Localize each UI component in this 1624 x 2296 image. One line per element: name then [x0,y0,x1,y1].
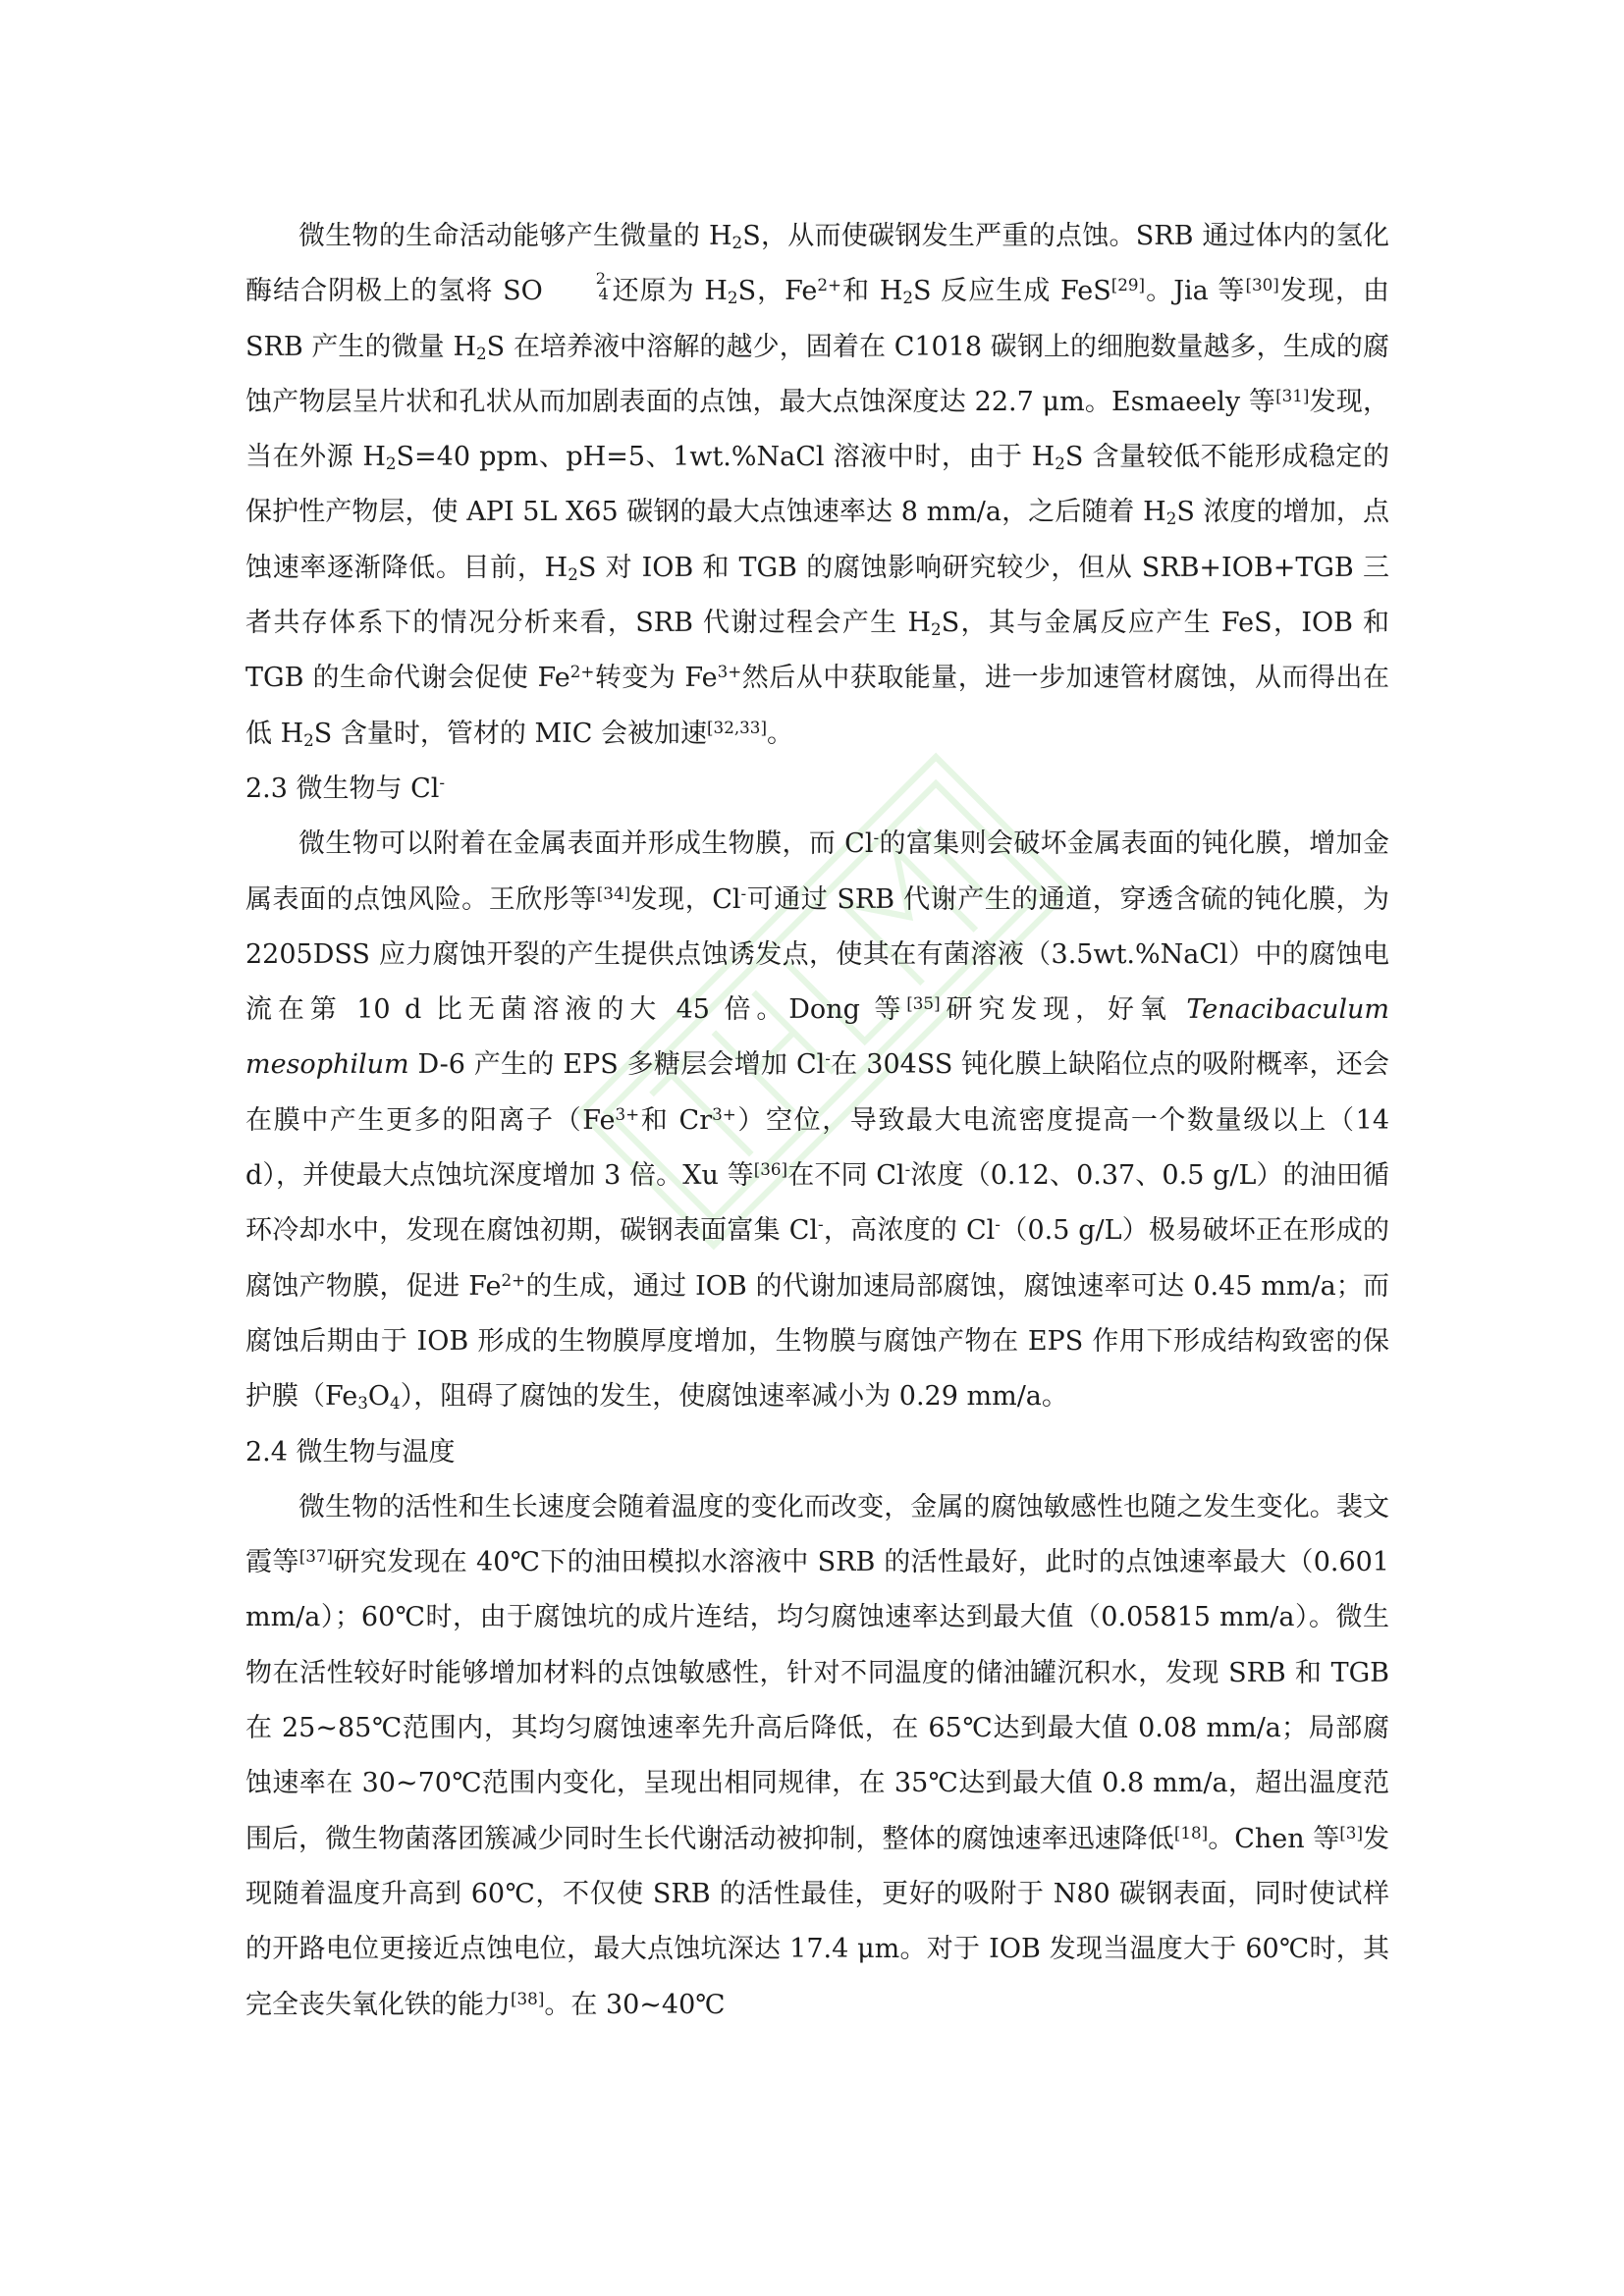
text-run: 浓度（0.12、0.37、0.5 g/L）的油田循环冷却水中，发现在腐蚀初期，碳钢表面富集 Cl [245,1160,1389,1247]
superscript: [34] [596,882,631,903]
superscript: - [439,772,446,792]
subscript: 2 [1055,454,1065,474]
stacked-script [543,271,612,301]
text-run: ），阻碍了腐蚀的发生，使腐蚀速率减小为 0.29 mm/a。 [400,1381,1068,1413]
text-run: 。在 30~40℃ [544,1989,726,2020]
text-run: 在不同 Cl [787,1160,905,1192]
superscript: 2+ [817,275,842,295]
subscript: 2 [385,454,397,474]
text-run: 的富集则会破坏金属表面的钝化膜，增加金属表面的点蚀风险。王欣彤等 [245,828,1389,915]
superscript: [36] [753,1158,788,1179]
subscript: 2 [902,288,914,308]
text-run: S 对 IOB 和 TGB 的腐蚀影响研究较少，但从 SRB+IOB+TGB 三者共存体系下的情况分析来看，SRB 代谢过程会产生 H [245,552,1390,639]
text-run: ，高浓度的 Cl [823,1215,996,1247]
text-run: S 在培养液中溶解的越少，固着在 C1018 碳钢上的细胞数量越多，生成的腐蚀产物层呈片状和孔状从而加剧表面的点蚀，最大点蚀深度达 22.7 μm。Esmaeely 等 [245,331,1389,417]
subscript: 2 [476,343,487,363]
superscript: - [818,1214,824,1235]
text-run: S 浓度的增加，点蚀速率逐渐降低。目前，H [245,497,1389,583]
text-run: ）空位，导致最大电流密度提高一个数量级以上（14 d），并使最大点蚀坑深度增加 3 倍。Xu 等 [245,1104,1389,1192]
section-heading [245,1425,1389,1480]
text-run: 和 Cr [639,1104,713,1136]
text-run: S=40 ppm、pH=5、1wt.%NaCl 溶液中时，由于 H [396,442,1056,473]
superscript: 2- [595,269,612,289]
text-run: 发现，当在外源 H [245,386,1390,473]
superscript: [18] [1173,1822,1209,1842]
superscript: 3+ [717,662,742,682]
text-run: 微生物可以附着在金属表面并形成生物膜，而 Cl [298,828,874,860]
text-run: S，其与金属反应产生 FeS，IOB 和 TGB 的生命代谢会促使 Fe [245,608,1389,694]
text-run: S 反应生成 FeS [913,276,1111,307]
text-run: 研究发现，好氧 [940,994,1187,1026]
subscript: 2 [568,563,578,584]
text-run: 然后从中获取能量，进一步加速管材腐蚀，从而得出在低 H [245,663,1390,749]
text-run: （0.5 g/L）极易破坏正在形成的腐蚀产物膜，促进 Fe [245,1215,1389,1302]
text-run: 发现随着温度升高到 60℃，不仅使 SRB 的活性最佳，更好的吸附于 N80 碳钢表面，同时使试样的开路电位更接近点蚀电位，最大点蚀坑深达 17.4 μm。对于 IOB 发现当温度大于 60℃时，其完全丧失氧化铁的能力 [245,1823,1390,2020]
document-body [245,209,1389,2033]
text-run: 发现，由 SRB 产生的微量 H [245,276,1390,362]
text-run: 微生物的活性和生长速度会随着温度的变化而改变，金属的腐蚀敏感性也随之发生变化。裴文霞等 [245,1491,1389,1578]
subscript: 4 [390,1393,401,1414]
superscript: [37] [298,1545,334,1566]
superscript: - [740,882,747,903]
text-run: 在 304SS 钝化膜上缺陷位点的吸附概率，还会在膜中产生更多的阳离子（Fe [245,1049,1390,1136]
superscript: 3+ [615,1103,640,1124]
text-run: 。Jia 等 [1145,276,1246,307]
superscript: - [904,1158,911,1179]
paragraph [245,209,1389,762]
superscript: - [995,1214,1001,1235]
text-run: 的生成，通过 IOB 的代谢加速局部腐蚀，腐蚀速率可达 0.45 mm/a；而腐蚀后期由于 IOB 形成的生物膜厚度增加，生物膜与腐蚀产物在 EPS 作用下形成结构致密的保护膜（Fe [245,1270,1389,1413]
paragraph [245,1480,1389,2033]
superscript: [38] [511,1988,545,2008]
subscript: 4 [598,284,609,303]
subscript: 2 [727,288,738,308]
superscript: [32,33] [707,717,767,737]
subscript: 2 [931,619,942,640]
text-run: 和 H [841,276,903,307]
superscript: 3+ [712,1103,736,1124]
italic-text: Tenacibaculum mesophilum [245,994,1389,1081]
text-run: 2.3 微生物与 Cl [245,773,440,804]
text-run: 微生物的生命活动能够产生微量的 H [298,221,732,251]
text-run: 。 [766,718,793,749]
superscript: [29] [1110,275,1146,295]
text-run: 转变为 Fe [594,663,718,694]
text-run: S 含量时，管材的 MIC 会被加速 [313,718,708,749]
text-run: 还原为 H [611,276,728,307]
superscript: [31] [1275,385,1310,405]
text-run: S，从而使碳钢发生严重的点蚀。SRB 通过体内的氢化酶结合阴极上的氢将 SO [245,221,1389,307]
text-run: 可通过 SRB 代谢产生的通道，穿透含硫的钝化膜，为 2205DSS 应力腐蚀开裂的产生提供点蚀诱发点，使其在有菌溶液（3.5wt.%NaCl）中的腐蚀电流在第 10 d 比无菌溶液的大 45 倍。Dong 等 [245,883,1390,1026]
text-run: S，Fe [737,276,818,307]
superscript: - [825,1048,831,1069]
superscript: 2+ [501,1269,526,1290]
subscript: 2 [1165,508,1177,529]
paragraph [245,817,1389,1424]
text-run: O [367,1381,391,1413]
text-run: 发现，Cl [630,883,741,915]
superscript: [3] [1339,1822,1363,1842]
text-run: 。Chen 等 [1208,1823,1340,1854]
subscript: 2 [303,729,314,750]
text-run: 2.4 微生物与温度 [245,1436,456,1468]
superscript: [35] [906,992,941,1013]
text-run: D-6 产生的 EPS 多糖层会增加 Cl [408,1049,826,1081]
text-run: S 含量较低不能形成稳定的保护性产物层，使 API 5L X65 碳钢的最大点蚀速率达 8 mm/a，之后随着 H [245,442,1389,528]
text-run: 研究发现在 40℃下的油田模拟水溶液中 SRB 的活性最好，此时的点蚀速率最大（0.601 mm/a）；60℃时，由于腐蚀坑的成片连结，均匀腐蚀速率达到最大值（0.05815 mm/a）。微生物在活性较好时能够增加材料的点蚀敏感性，针对不同温度的储油罐沉积水，发现 SRB 和 TGB 在 25~85℃范围内，其均匀腐蚀速率先升高后降低，在 65℃达到最大值 0.08 mm/a；局部腐蚀速率在 30~70℃范围内变化，呈现出相同规律，在 35℃达到最大值 0.8 mm/a，超出温度范围后，微生物菌落团簇减少同时生长代谢活动被抑制，整体的腐蚀速率迅速降低 [245,1547,1389,1854]
superscript: [30] [1245,275,1279,295]
section-heading [245,762,1389,817]
superscript: 2+ [569,662,595,682]
subscript: 2 [731,233,743,253]
superscript: - [873,828,880,848]
subscript: 3 [357,1393,368,1414]
